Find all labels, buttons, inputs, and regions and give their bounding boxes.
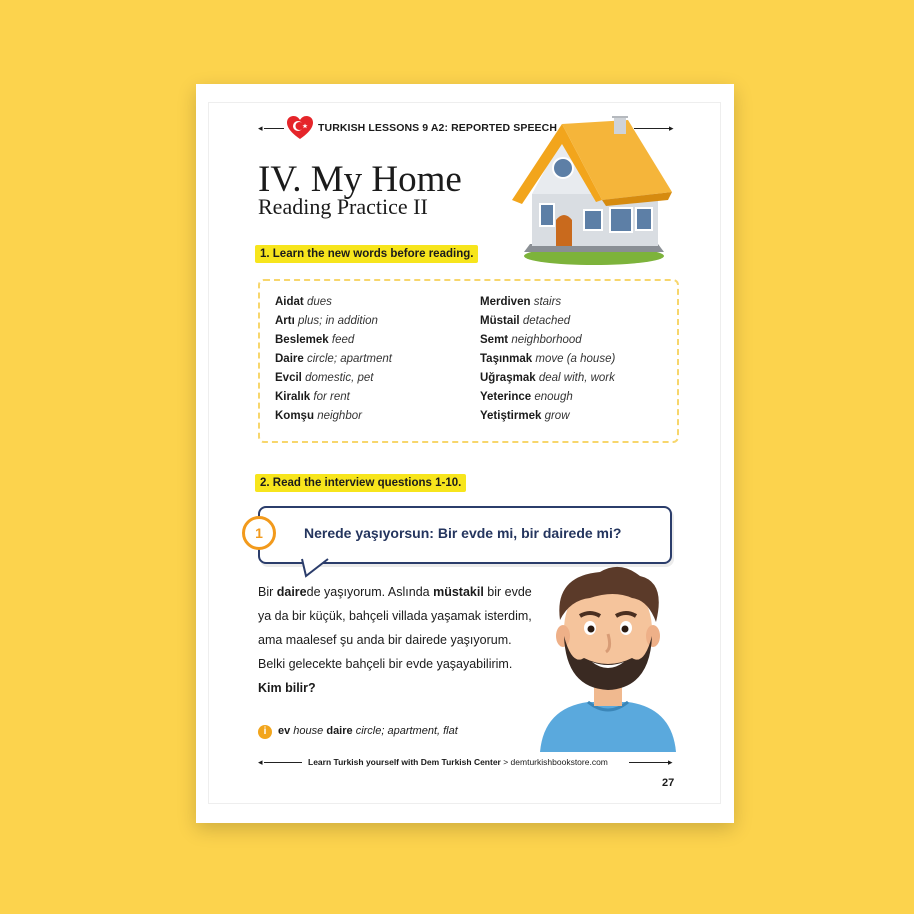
vocab-item: Komşu neighbor bbox=[275, 410, 362, 422]
page-title: IV. My Home bbox=[258, 159, 462, 200]
answer-line: ama maalesef şu anda bir dairede yaşıyorum. bbox=[258, 633, 512, 647]
page-number: 27 bbox=[662, 777, 675, 789]
vocab-item: Beslemek feed bbox=[275, 334, 355, 346]
info-note: ev house daire circle; apartment, flat bbox=[278, 725, 458, 737]
question-text: Nerede yaşıyorsun: Bir evde mi, bir dairede mi? bbox=[304, 525, 622, 541]
header-arrow-right: ▸ bbox=[669, 123, 674, 133]
footer-line-right bbox=[629, 762, 669, 763]
vocabulary-column-right bbox=[480, 293, 615, 426]
header-title: TURKISH LESSONS 9 A2: REPORTED SPEECH bbox=[318, 122, 558, 134]
vocab-item: Merdiven stairs bbox=[480, 296, 562, 308]
vocab-item: Yetiştirmek grow bbox=[480, 410, 570, 422]
answer-line: Kim bilir? bbox=[258, 681, 316, 695]
page-subtitle: Reading Practice II bbox=[258, 194, 428, 219]
header-line-left bbox=[264, 128, 284, 129]
vocab-item: Taşınmak move (a house) bbox=[480, 353, 616, 365]
answer-line: Bir dairede yaşıyorum. Aslında müstakil bir evde bbox=[258, 585, 532, 599]
vocab-item: Aidat dues bbox=[275, 296, 332, 308]
house-icon bbox=[510, 116, 674, 273]
vocab-item: Daire circle; apartment bbox=[275, 353, 392, 365]
footer-arrow-left: ◂ bbox=[258, 757, 263, 767]
man-avatar-icon bbox=[536, 566, 678, 757]
vocabulary-box bbox=[258, 279, 679, 443]
footer-arrow-right: ▸ bbox=[668, 757, 673, 767]
vocab-item: Kiralık for rent bbox=[275, 391, 350, 403]
vocab-item: Yeterince enough bbox=[480, 391, 573, 403]
header-arrow-left: ◂ bbox=[258, 123, 263, 133]
vocab-item: Uğraşmak deal with, work bbox=[480, 372, 615, 384]
section-label-read-questions: 2. Read the interview questions 1-10. bbox=[255, 474, 466, 492]
answer-line: ya da bir küçük, bahçeli villada yaşamak isterdim, bbox=[258, 609, 532, 623]
footer-text: Learn Turkish yourself with Dem Turkish Center > demturkishbookstore.com bbox=[308, 757, 608, 767]
vocab-item: Artı plus; in addition bbox=[275, 315, 378, 327]
turkey-heart-icon bbox=[286, 115, 314, 146]
vocab-item: Müstail detached bbox=[480, 315, 571, 327]
section-label-learn-words: 1. Learn the new words before reading. bbox=[255, 245, 478, 263]
vocab-item: Evcil domestic, pet bbox=[275, 372, 374, 384]
vocab-item: Semt neighborhood bbox=[480, 334, 582, 346]
question-bubble bbox=[258, 506, 672, 564]
worksheet-page bbox=[196, 84, 734, 823]
info-icon: i bbox=[258, 725, 272, 739]
vocabulary-column-left bbox=[275, 293, 392, 426]
footer-line-left bbox=[264, 762, 302, 763]
answer-line: Belki gelecekte bahçeli bir evde yaşayabilirim. bbox=[258, 657, 513, 671]
question-number-badge: 1 bbox=[242, 516, 276, 550]
